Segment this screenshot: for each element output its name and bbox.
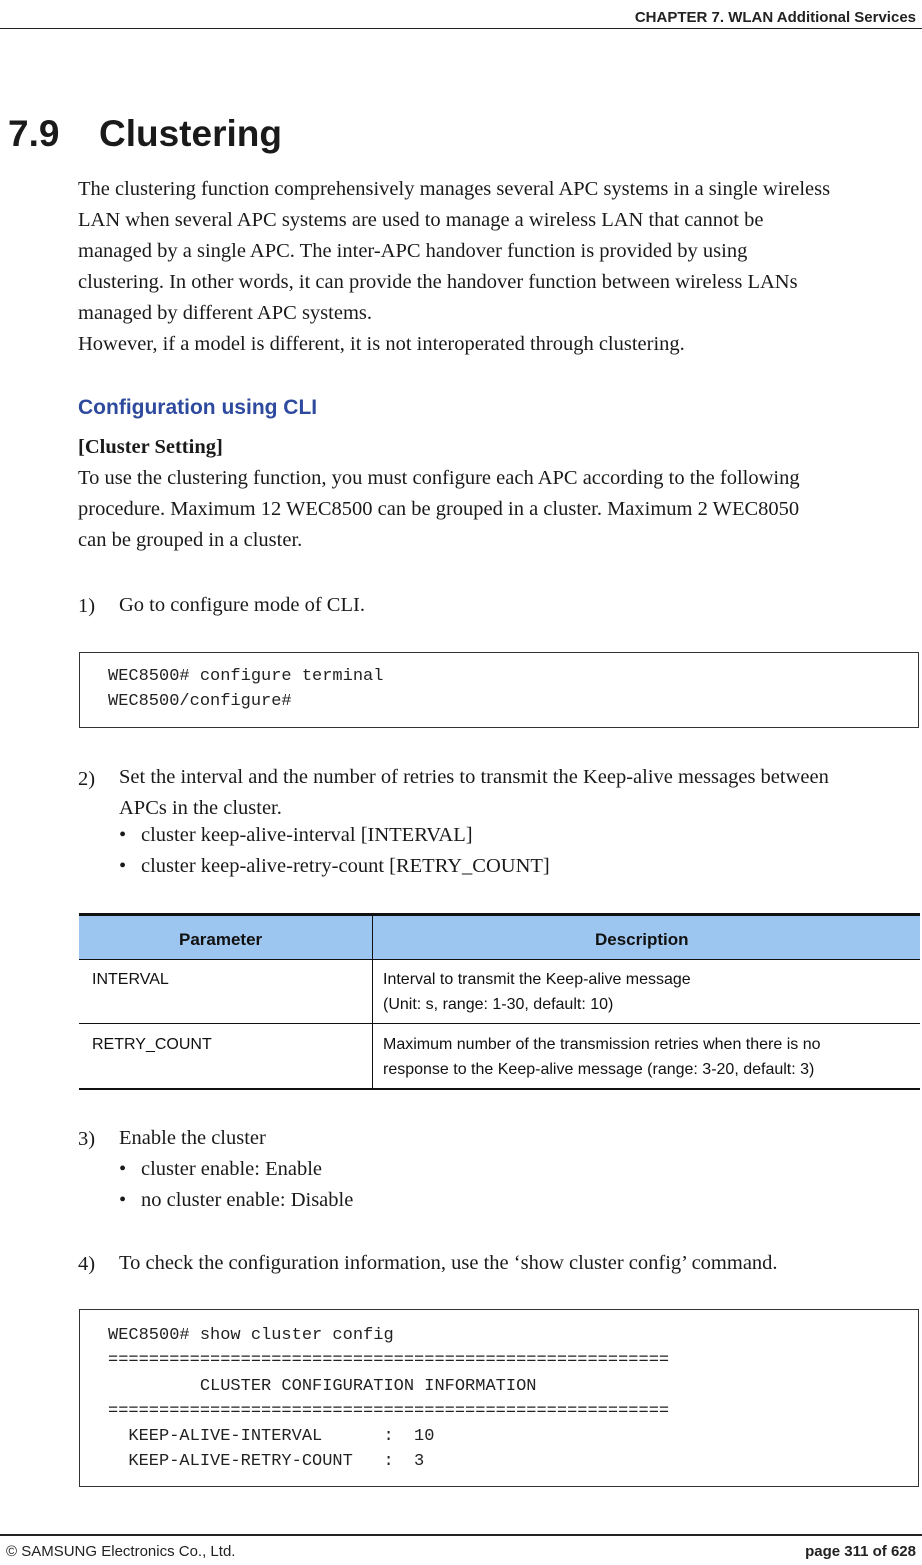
chapter-title: CHAPTER 7. WLAN Additional Services xyxy=(634,9,916,26)
desc-line: response to the Keep-alive message (range: 3-20, default: 3) xyxy=(383,1061,815,1078)
code-block-show-cluster-config xyxy=(79,1309,919,1487)
bullet-item xyxy=(119,855,550,878)
code-block-configure xyxy=(79,652,919,728)
table-cell-param: RETRY_COUNT xyxy=(92,1036,212,1053)
table-bottom-rule xyxy=(79,1088,920,1090)
desc-line: (Unit: s, range: 1-30, default: 10) xyxy=(383,996,614,1013)
table-column-divider xyxy=(372,916,373,1088)
table-row-rule xyxy=(79,1023,920,1024)
bullet-text: cluster keep-alive-interval [INTERVAL] xyxy=(141,824,473,846)
intro-line: However, if a model is different, it is not interoperated through clustering. xyxy=(78,333,685,355)
intro-line: The clustering function comprehensively manages several APC systems in a single wireless xyxy=(78,178,831,200)
bullet-item xyxy=(119,1158,322,1181)
page-number: page 311 of 628 xyxy=(805,1543,916,1560)
bullet-text: cluster enable: Enable xyxy=(141,1158,322,1180)
desc-line: Interval to transmit the Keep-alive message xyxy=(383,971,691,988)
header-divider xyxy=(0,28,922,29)
footer-copyright: © SAMSUNG Electronics Co., Ltd. xyxy=(6,1543,236,1560)
footer-divider xyxy=(0,1534,922,1536)
code-line: WEC8500# show cluster config xyxy=(108,1326,394,1345)
step-text: Enable the cluster xyxy=(119,1127,266,1149)
table-header-parameter: Parameter xyxy=(179,930,263,949)
step-number: 4) xyxy=(78,1253,96,1275)
bullet-icon: • xyxy=(119,855,127,877)
bullet-item xyxy=(119,824,473,847)
bullet-icon: • xyxy=(119,824,127,846)
step-text xyxy=(119,762,829,824)
intro-line: LAN when several APC systems are used to manage a wireless LAN that cannot be xyxy=(78,209,764,231)
table-header-rule xyxy=(79,959,920,960)
cluster-setting-line: To use the clustering function, you must configure each APC according to the following xyxy=(78,467,800,489)
desc-line: Maximum number of the transmission retries when there is no xyxy=(383,1036,821,1053)
config-cli-heading: Configuration using CLI xyxy=(78,396,318,419)
code-line: WEC8500/configure# xyxy=(108,692,292,711)
table-header-description: Description xyxy=(595,930,689,949)
intro-line: clustering. In other words, it can provide the handover function between wireless LANs xyxy=(78,271,798,293)
bullet-icon: • xyxy=(119,1189,127,1211)
section-number: 7.9 xyxy=(8,113,60,154)
cluster-setting-line: can be grouped in a cluster. xyxy=(78,529,303,551)
code-line: WEC8500# configure terminal xyxy=(108,667,384,686)
step-line: APCs in the cluster. xyxy=(119,797,282,819)
code-line: CLUSTER CONFIGURATION INFORMATION xyxy=(108,1377,537,1396)
code-line: KEEP-ALIVE-INTERVAL : 10 xyxy=(108,1427,435,1446)
bullet-text: no cluster enable: Disable xyxy=(141,1189,354,1211)
code-line: KEEP-ALIVE-RETRY-COUNT : 3 xyxy=(108,1452,425,1471)
cluster-setting-title: [Cluster Setting] xyxy=(78,436,223,458)
intro-line: managed by different APC systems. xyxy=(78,302,372,324)
step-number: 1) xyxy=(78,595,96,617)
step-text: Go to configure mode of CLI. xyxy=(119,594,365,616)
code-line: ======================================================= xyxy=(108,1402,670,1421)
code-line: ======================================================= xyxy=(108,1351,670,1370)
step-line: Set the interval and the number of retries to transmit the Keep-alive messages between xyxy=(119,766,829,788)
bullet-icon: • xyxy=(119,1158,127,1180)
cluster-setting-block xyxy=(78,432,800,556)
step-number: 2) xyxy=(78,768,96,790)
bullet-text: cluster keep-alive-retry-count [RETRY_COUNT] xyxy=(141,855,550,877)
step-number: 3) xyxy=(78,1128,96,1150)
bullet-item xyxy=(119,1189,353,1212)
table-cell-param: INTERVAL xyxy=(92,971,169,988)
cluster-setting-line: procedure. Maximum 12 WEC8500 can be grouped in a cluster. Maximum 2 WEC8050 xyxy=(78,498,800,520)
table-cell-desc xyxy=(383,1032,821,1082)
step-text: To check the configuration information, use the ‘show cluster config’ command. xyxy=(119,1252,778,1274)
section-title: Clustering xyxy=(99,113,282,154)
intro-line: managed by a single APC. The inter-APC handover function is provided by using xyxy=(78,240,748,262)
intro-paragraph xyxy=(78,174,830,360)
table-cell-desc xyxy=(383,967,691,1017)
